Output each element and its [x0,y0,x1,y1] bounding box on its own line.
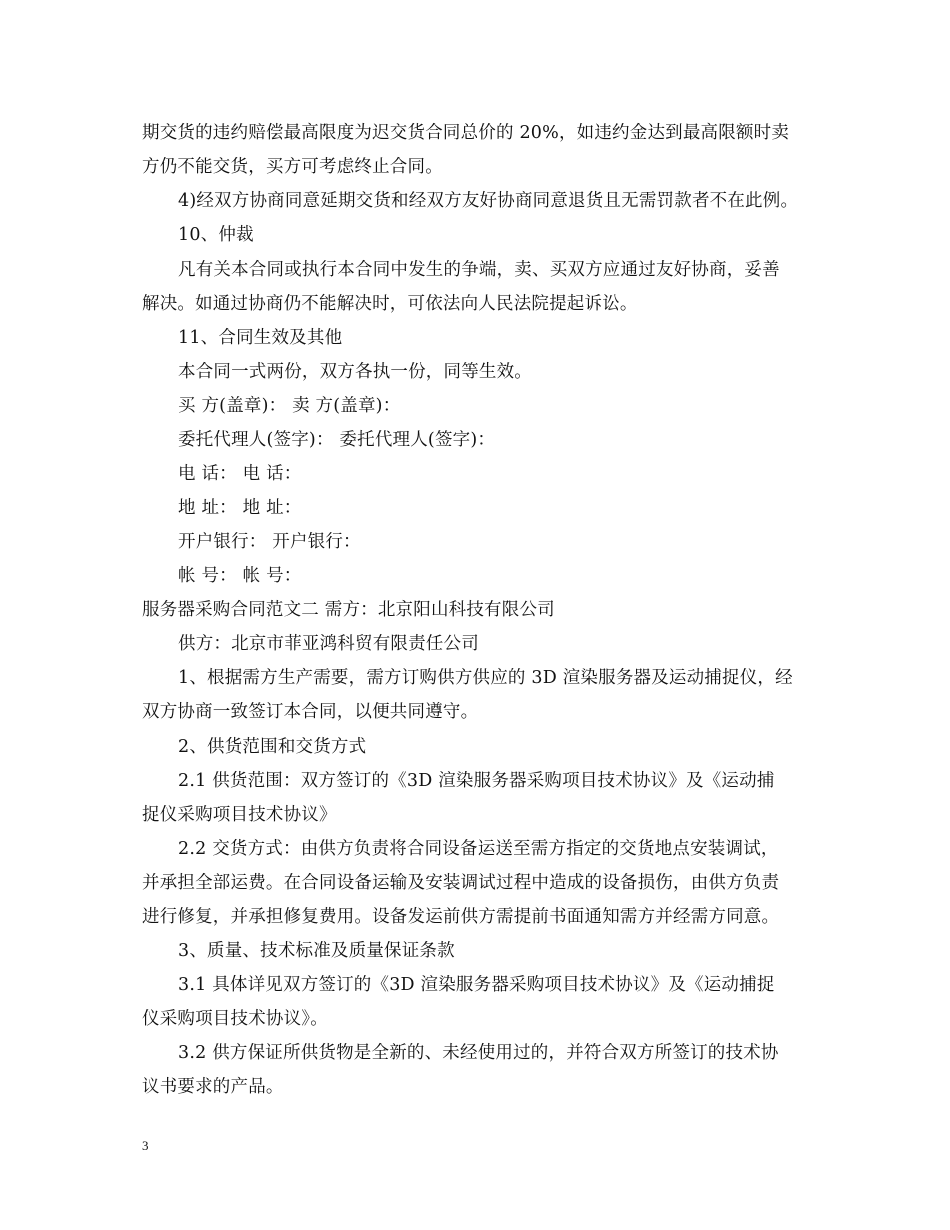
text-line-26: 3.1 具体详见双方签订的《3D 渲染服务器采购项目技术协议》及《运动捕捉 [178,975,775,995]
text-line-17: 1、根据需方生产需要，需方订购供方供应的 3D 渲染服务器及运动捕捉仪，经 [178,668,793,688]
section-heading-arbitration: 10、仲裁 [178,225,254,245]
page-number: 3 [142,1138,149,1153]
contract-title-two: 服务器采购合同范文二 需方：北京阳山科技有限公司 [142,600,555,620]
signature-phone-line: 电 话： 电 话： [178,464,302,484]
text-line-2: 方仍不能交货，买方可考虑终止合同。 [142,157,443,177]
signature-bank-line: 开户银行： 开户银行： [178,532,361,552]
text-line-20: 2.1 供货范围：双方签订的《3D 渲染服务器采购项目技术协议》及《运动捕 [178,771,775,791]
signature-account-line: 帐 号： 帐 号： [178,566,302,586]
section-heading-supply-scope: 2、供货范围和交货方式 [178,737,367,757]
text-line-18: 双方协商一致签订本合同，以便共同遵守。 [142,702,479,722]
signature-address-line: 地 址： 地 址： [178,498,302,518]
section-heading-quality: 3、质量、技术标准及质量保证条款 [178,941,455,961]
text-line-8: 本合同一式两份，双方各执一份，同等生效。 [178,362,532,382]
signature-stamp-line: 买 方(盖章)： 卖 方(盖章)： [178,396,401,416]
text-line-22: 2.2 交货方式：由供方负责将合同设备运送至需方指定的交货地点安装调试， [178,839,779,859]
text-line-24: 进行修复，并承担修复费用。设备发运前供方需提前书面通知需方并经需方同意。 [142,907,780,927]
text-line-21: 捉仪采购项目技术协议》 [142,805,337,825]
text-line-3: 4)经双方协商同意延期交货和经双方友好协商同意退货且无需罚款者不在此例。 [178,191,799,211]
text-line-27: 仪采购项目技术协议》。 [142,1009,328,1029]
text-line-5: 凡有关本合同或执行本合同中发生的争端，卖、买双方应通过友好协商，妥善 [178,260,780,280]
text-line-29: 议书要求的产品。 [142,1077,284,1097]
text-line-6: 解决。如通过协商仍不能解决时，可依法向人民法院提起诉讼。 [142,294,638,314]
text-line-1: 期交货的违约赔偿最高限度为迟交货合同总价的 20%，如违约金达到最高限额时卖 [142,123,790,143]
text-line-23: 并承担全部运费。在合同设备运输及安装调试过程中造成的设备损伤，由供方负责 [142,873,780,893]
section-heading-effectiveness: 11、合同生效及其他 [178,328,343,348]
supplier-line: 供方：北京市菲亚鸿科贸有限责任公司 [178,634,479,654]
text-line-28: 3.2 供方保证所供货物是全新的、未经使用过的，并符合双方所签订的技术协 [178,1043,779,1063]
signature-agent-line: 委托代理人(签字)： 委托代理人(签字)： [178,430,496,450]
